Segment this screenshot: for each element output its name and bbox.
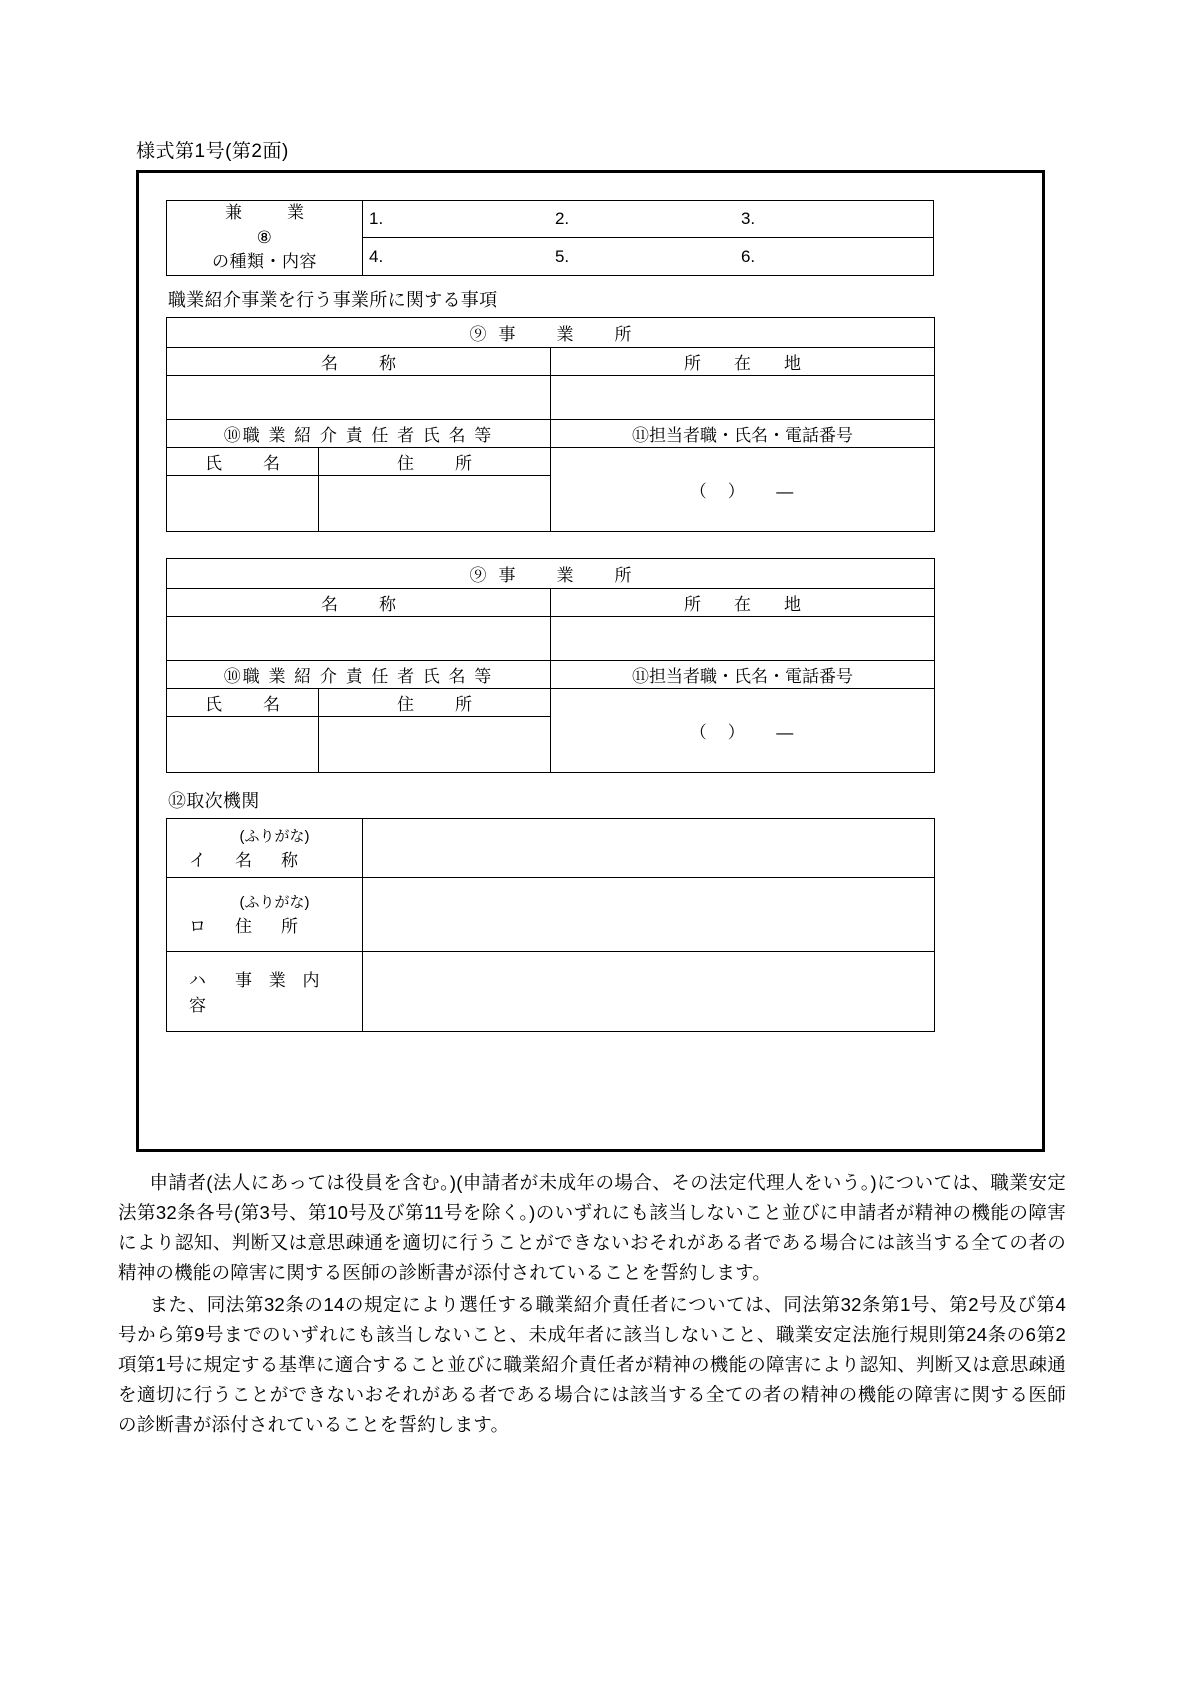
- table-row: [167, 660, 935, 688]
- section12-row3-label: [167, 951, 363, 1031]
- office-1-contact-title: ⑪担当者職・氏名・電話番号: [551, 419, 935, 447]
- office-2-address-value[interactable]: [551, 616, 935, 660]
- office-1-resp-title: ⑩職 業 紹 介 責 任 者 氏 名 等: [167, 419, 551, 447]
- office-1-col-address-header: 所 在 地: [551, 347, 935, 375]
- table-row: [167, 347, 935, 375]
- office-2-col-name-header: 名 称: [167, 588, 551, 616]
- section8-item-3: 3.: [740, 209, 756, 229]
- office-1-contact-value[interactable]: [551, 447, 935, 531]
- section12-row3-marker-label: ハ 事 業 内 容: [189, 971, 326, 1016]
- section8-row2-cell[interactable]: [363, 238, 934, 275]
- office-1-phone-format: （ ） —: [689, 481, 796, 501]
- section8-label-line2: [167, 226, 362, 251]
- table-row: [167, 447, 935, 475]
- pledge-paragraph-2: また、同法第32条の14の規定により選任する職業紹介責任者については、同法第32条第1号、第2号及び第4号から第9号までのいずれにも該当しないこと、未成年者に該当しないこと、職業安定法施行規則第24条の6第2項第1号に規定する基準に適合すること並びに職業紹介責任者が精神の機能の障害により認知、判断又は意思疎通を適切に行うことができないおそれがある者である場合には該当する全ての者の精神の機能の障害に関する医師の診断書が添付されていることを誓約します。: [118, 1293, 1066, 1435]
- section12-table: [166, 818, 935, 1032]
- section8-item-2: 2.: [554, 209, 570, 229]
- office-2-name-value[interactable]: [167, 616, 551, 660]
- table-row: [167, 688, 935, 716]
- table-row: [167, 558, 935, 588]
- office-2-contact-title: ⑪担当者職・氏名・電話番号: [551, 660, 935, 688]
- office-1-address-value[interactable]: [551, 375, 935, 419]
- section8-item-6: 6.: [740, 246, 756, 266]
- office-2-title: ⑨事 業 所: [167, 558, 935, 588]
- section12-row2-furigana: (ふりがな): [239, 894, 310, 912]
- section8-item-5: 5.: [554, 246, 570, 266]
- table-row: [167, 588, 935, 616]
- section12-row2-label: [167, 877, 363, 951]
- office-1-resp-name-value[interactable]: [167, 475, 319, 531]
- pledge-paragraph-1: 申請者(法人にあっては役員を含む。)(申請者が未成年の場合、その法定代理人をいう。)については、職業安定法第32条各号(第3号、第10号及び第11号を除く。)のいずれにも該当しないこと並びに申請者が精神の機能の障害により認知、判断又は意思疎通を適切に行うことができないおそれがある者である場合には該当する全ての者の精神の機能の障害に関する医師の診断書が添付されていることを誓約します。: [118, 1172, 1066, 1283]
- office-1-name-value[interactable]: [167, 375, 551, 419]
- section12-heading: ⑫取次機関: [168, 790, 260, 811]
- section8-label-cell: [167, 201, 363, 276]
- section8-table: [166, 200, 934, 276]
- form-inner-content: [166, 200, 934, 1032]
- office-block-2: [166, 558, 935, 773]
- form-outer-frame: [136, 170, 1045, 1152]
- section8-row1-cell[interactable]: [363, 201, 934, 238]
- section12-row1-value[interactable]: [363, 818, 935, 877]
- section8-item-1: 1.: [369, 209, 384, 229]
- table-row: [167, 951, 935, 1031]
- section12-row2-marker-label: ロ 住 所: [189, 917, 304, 937]
- office-2-resp-name-value[interactable]: [167, 716, 319, 772]
- office-1-col-shimei: 氏 名: [167, 447, 319, 475]
- section12-row1-marker-label: イ 名 称: [189, 850, 304, 870]
- table-row: [167, 201, 934, 238]
- office-1-col-name-header: 名 称: [167, 347, 551, 375]
- section8-item-4: 4.: [369, 246, 384, 266]
- table-row: [167, 317, 935, 347]
- section8-circle-number: ⑧: [256, 227, 273, 247]
- office-2-resp-address-value[interactable]: [319, 716, 551, 772]
- section12-row2-value[interactable]: [363, 877, 935, 951]
- table-row: [167, 419, 935, 447]
- office-1-title: ⑨事 業 所: [167, 317, 935, 347]
- table-row: [167, 818, 935, 877]
- office-2-phone-format: （ ） —: [689, 722, 796, 742]
- section12-row1-furigana: (ふりがな): [239, 827, 310, 845]
- office-2-resp-title: ⑩職 業 紹 介 責 任 者 氏 名 等: [167, 660, 551, 688]
- section12-row3-value[interactable]: [363, 951, 935, 1031]
- table-row: [167, 877, 935, 951]
- office-1-resp-address-value[interactable]: [319, 475, 551, 531]
- table-row: [167, 375, 935, 419]
- office-section-heading: 職業紹介事業を行う事業所に関する事項: [168, 289, 498, 310]
- pledge-statements: [118, 1168, 1066, 1440]
- office-2-col-address-header: 所 在 地: [551, 588, 935, 616]
- office-block-1: [166, 317, 935, 532]
- section8-label-line1: 兼 業: [225, 203, 318, 222]
- table-row: [167, 616, 935, 660]
- office-block-spacer: [166, 532, 934, 558]
- section8-label-line3: の種類・内容: [212, 252, 317, 272]
- office-2-col-shimei: 氏 名: [167, 688, 319, 716]
- form-number-label: 様式第1号(第2面): [136, 141, 289, 162]
- office-1-col-jusho: 住 所: [319, 447, 551, 475]
- office-2-contact-value[interactable]: [551, 688, 935, 772]
- section12-row1-label: [167, 818, 363, 877]
- office-2-col-jusho: 住 所: [319, 688, 551, 716]
